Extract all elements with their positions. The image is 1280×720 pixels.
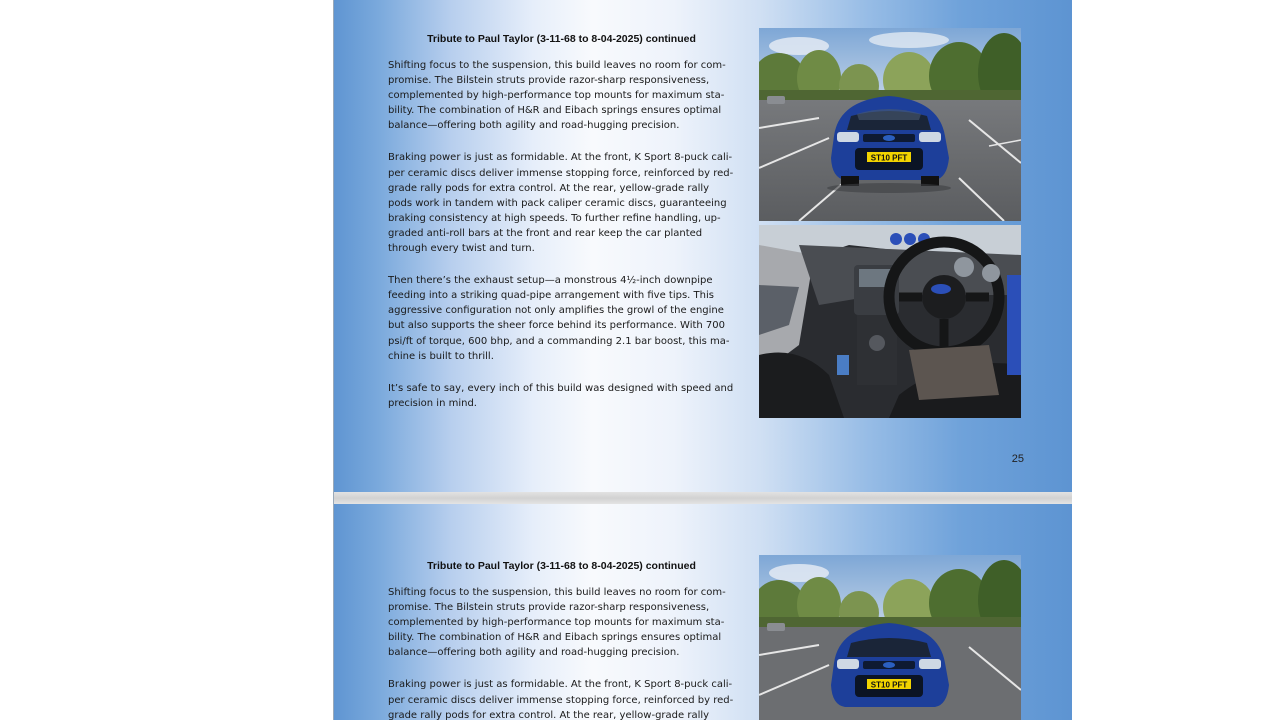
- text-line: Shifting focus to the suspension, this build leaves no room for com-: [388, 60, 726, 71]
- text-line: feeding into a striking quad-pipe arrangement with five tips. This: [388, 290, 714, 302]
- text-line: promise. The Bilstein struts provide razor-sharp responsiveness,: [388, 602, 710, 614]
- paragraph: [388, 381, 748, 411]
- text-line: but also supports the sheer force behind its performance. With 700: [388, 320, 726, 332]
- text-line: chine is built to thrill.: [388, 350, 494, 362]
- text-line: graded anti-roll bars at the front and rear keep the car planted: [388, 227, 703, 239]
- paragraph: [388, 150, 748, 256]
- text-line: per ceramic discs deliver immense stopping force, reinforced by red-: [388, 694, 734, 706]
- text-line: grade rally pods for extra control. At the rear, yellow-grade rally: [388, 709, 710, 720]
- text-line: complemented by high-performance top mounts for maximum sta-: [388, 90, 725, 102]
- text-line: precision in mind.: [388, 397, 477, 409]
- text-line: psi/ft of torque, 600 bhp, and a commanding 2.1 bar boost, this ma-: [388, 335, 730, 347]
- text-line: promise. The Bilstein struts provide razor-sharp responsiveness,: [388, 75, 710, 87]
- text-line: per ceramic discs deliver immense stopping force, reinforced by red-: [388, 167, 734, 179]
- car-front-photo: [759, 28, 1021, 221]
- text-line: balance—offering both agility and road-hugging precision.: [388, 647, 680, 659]
- text-line: complemented by high-performance top mounts for maximum sta-: [388, 617, 725, 629]
- car-front-photo: [759, 555, 1021, 720]
- text-line: aggressive configuration not only amplifies the growl of the engine: [388, 305, 724, 317]
- page-title: Tribute to Paul Taylor (3-11-68 to 8-04-2025) continued: [427, 33, 696, 45]
- page-number: 25: [1011, 453, 1024, 465]
- text-line: Braking power is just as formidable. At the front, K Sport 8-puck cali-: [388, 679, 733, 691]
- text-line: Shifting focus to the suspension, this build leaves no room for com-: [388, 587, 726, 598]
- license-plate: ST10 PFT: [870, 680, 908, 690]
- paragraph: [388, 273, 748, 364]
- page-separator: [333, 492, 1072, 504]
- body-text: [388, 585, 748, 720]
- car-interior-photo: [759, 225, 1021, 418]
- text-line: bility. The combination of H&R and Eibach springs ensures optimal: [388, 105, 722, 117]
- text-line: pods work in tandem with pack caliper ceramic discs, guaranteeing: [388, 197, 727, 209]
- page-title: Tribute to Paul Taylor (3-11-68 to 8-04-2025) continued: [427, 560, 696, 572]
- text-line: bility. The combination of H&R and Eibach springs ensures optimal: [388, 632, 722, 644]
- paragraph: [388, 585, 748, 660]
- license-plate: ST10 PFT: [870, 153, 908, 163]
- document-page: [333, 504, 1072, 720]
- text-line: braking consistency at high speeds. To further refine handling, up-: [388, 212, 721, 224]
- paragraph: [388, 58, 748, 133]
- text-line: Then there’s the exhaust setup—a monstrous 4½-inch downpipe: [388, 275, 713, 287]
- text-line: grade rally pods for extra control. At the rear, yellow-grade rally: [388, 182, 710, 194]
- text-line: through every twist and turn.: [388, 243, 535, 255]
- body-text: [388, 58, 748, 428]
- text-line: It’s safe to say, every inch of this build was designed with speed and: [388, 382, 734, 394]
- document-page: [333, 0, 1072, 492]
- paragraph: [388, 677, 748, 720]
- text-line: balance—offering both agility and road-hugging precision.: [388, 120, 680, 132]
- text-line: Braking power is just as formidable. At the front, K Sport 8-puck cali-: [388, 152, 733, 164]
